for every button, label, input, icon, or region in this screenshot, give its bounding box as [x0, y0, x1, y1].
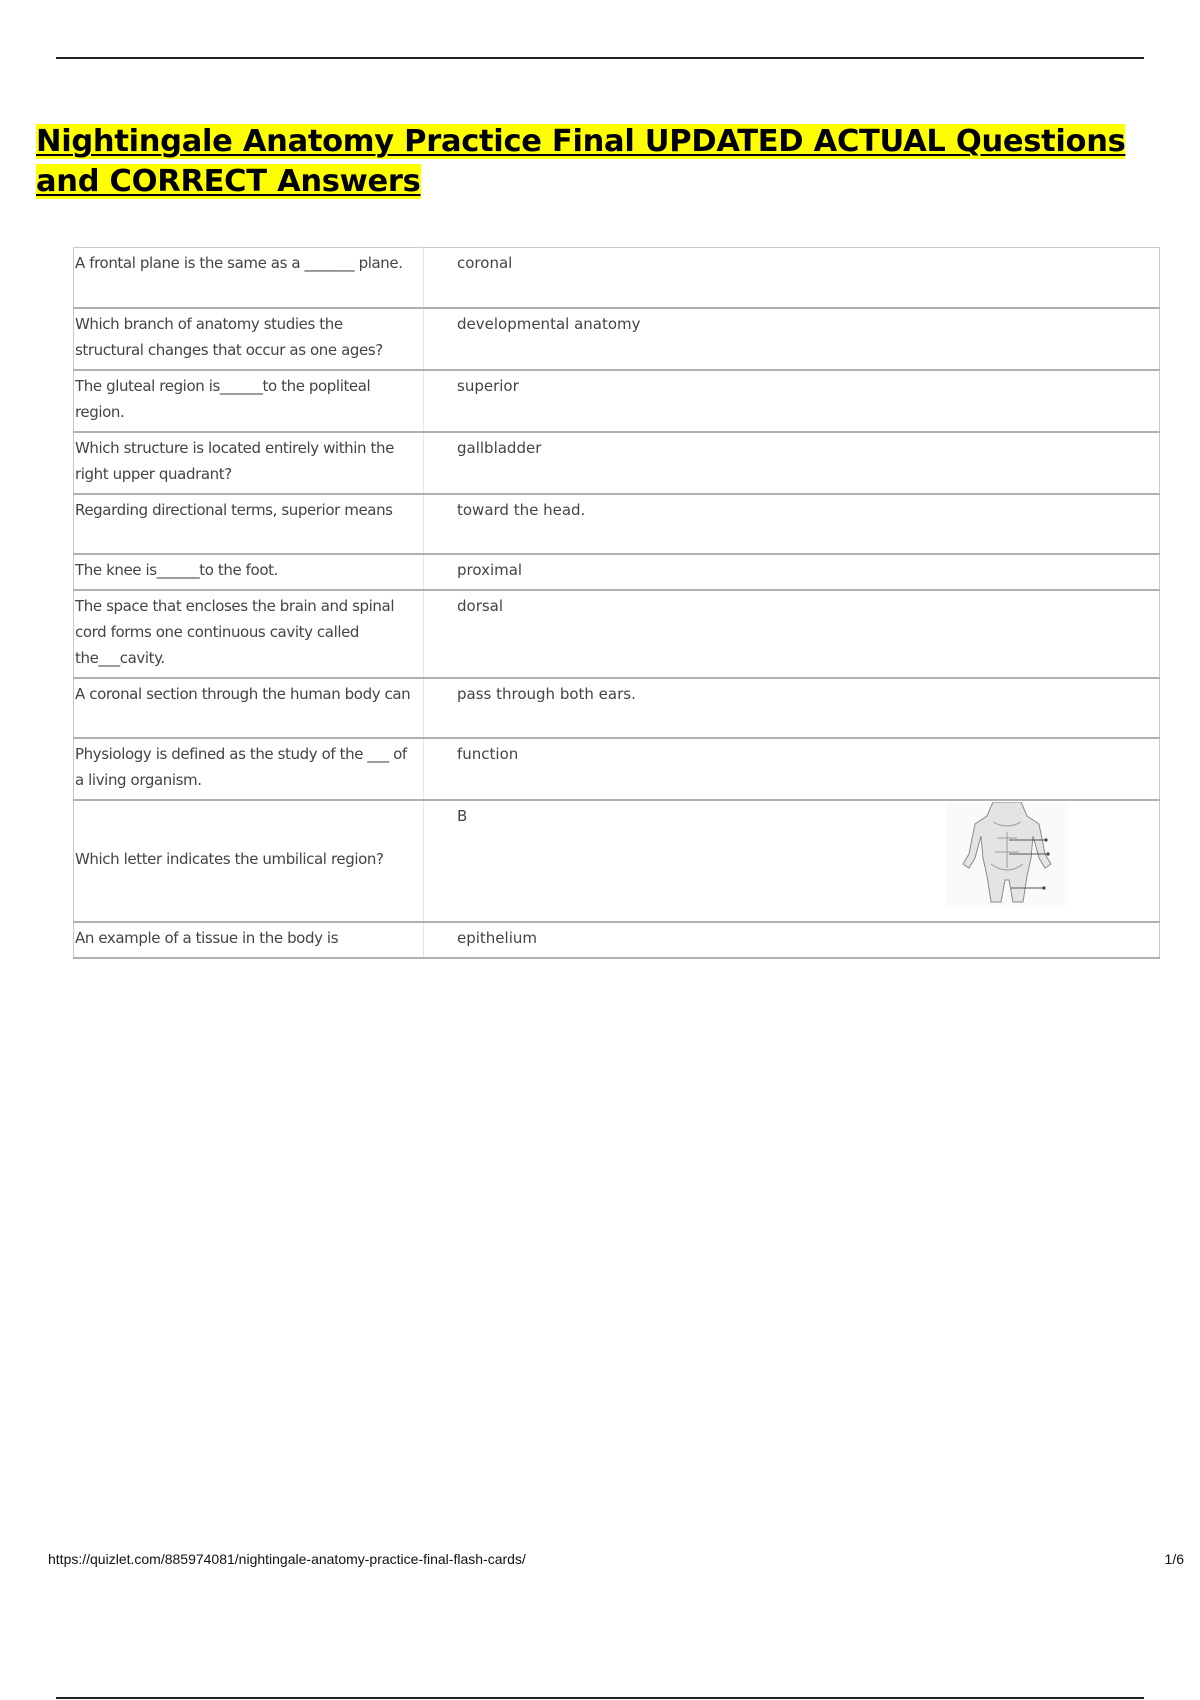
page-title [36, 122, 1156, 202]
card-row [74, 308, 1160, 370]
card-row [74, 738, 1160, 800]
card-row [74, 494, 1160, 554]
card-definition [424, 738, 1160, 800]
bottom-rule [56, 1697, 1144, 1699]
card-definition [424, 922, 1160, 958]
page-number: 1/6 [1164, 1551, 1184, 1567]
card-definition [424, 432, 1160, 494]
card-term: The space that encloses the brain and spinal cord forms one continuous cavity called the___cavity. [74, 590, 424, 678]
card-term: Which branch of anatomy studies the structural changes that occur as one ages? [74, 308, 424, 370]
card-term: A coronal section through the human body can [74, 678, 424, 738]
card-definition-text: toward the head. [457, 500, 586, 519]
footer-url-link[interactable]: https://quizlet.com/885974081/nightingale-anatomy-practice-final-flash-cards/ [48, 1551, 526, 1567]
card-row [74, 590, 1160, 678]
card-row [74, 248, 1160, 308]
card-definition-text: superior [457, 376, 519, 395]
card-definition-text: developmental anatomy [457, 314, 641, 333]
card-definition-text: gallbladder [457, 438, 542, 457]
card-term: Which letter indicates the umbilical region? [74, 800, 424, 922]
card-definition [424, 248, 1160, 308]
card-row [74, 678, 1160, 738]
card-term: Physiology is defined as the study of the ___ of a living organism. [74, 738, 424, 800]
card-term: Which structure is located entirely within the right upper quadrant? [74, 432, 424, 494]
card-definition [424, 494, 1160, 554]
card-definition-text: epithelium [457, 928, 537, 947]
card-definition-text: dorsal [457, 596, 504, 615]
card-row [74, 432, 1160, 494]
card-definition-text: pass through both ears. [457, 684, 636, 703]
card-definition [424, 308, 1160, 370]
card-definition-text: B [457, 806, 468, 825]
card-definition [424, 370, 1160, 432]
card-definition-text: coronal [457, 254, 513, 272]
card-term: Regarding directional terms, superior means [74, 494, 424, 554]
card-row [74, 370, 1160, 432]
card-term: The gluteal region is______to the popliteal region. [74, 370, 424, 432]
card-row [74, 800, 1160, 922]
flashcard-table-body [74, 248, 1160, 958]
human-body-figure-icon [947, 802, 1067, 906]
card-row [74, 922, 1160, 958]
card-definition-text: proximal [457, 560, 523, 579]
card-term: A frontal plane is the same as a _______ plane. [74, 248, 424, 308]
card-row [74, 554, 1160, 590]
card-term: The knee is______to the foot. [74, 554, 424, 590]
top-rule [56, 57, 1144, 59]
card-definition [424, 554, 1160, 590]
card-definition [424, 800, 1160, 922]
card-definition [424, 678, 1160, 738]
card-definition-text: function [457, 744, 519, 763]
flashcard-table [73, 247, 1160, 959]
card-definition [424, 590, 1160, 678]
title-text: Nightingale Anatomy Practice Final UPDATED ACTUAL Questions and CORRECT Answers [36, 124, 1126, 199]
card-term: An example of a tissue in the body is [74, 922, 424, 958]
